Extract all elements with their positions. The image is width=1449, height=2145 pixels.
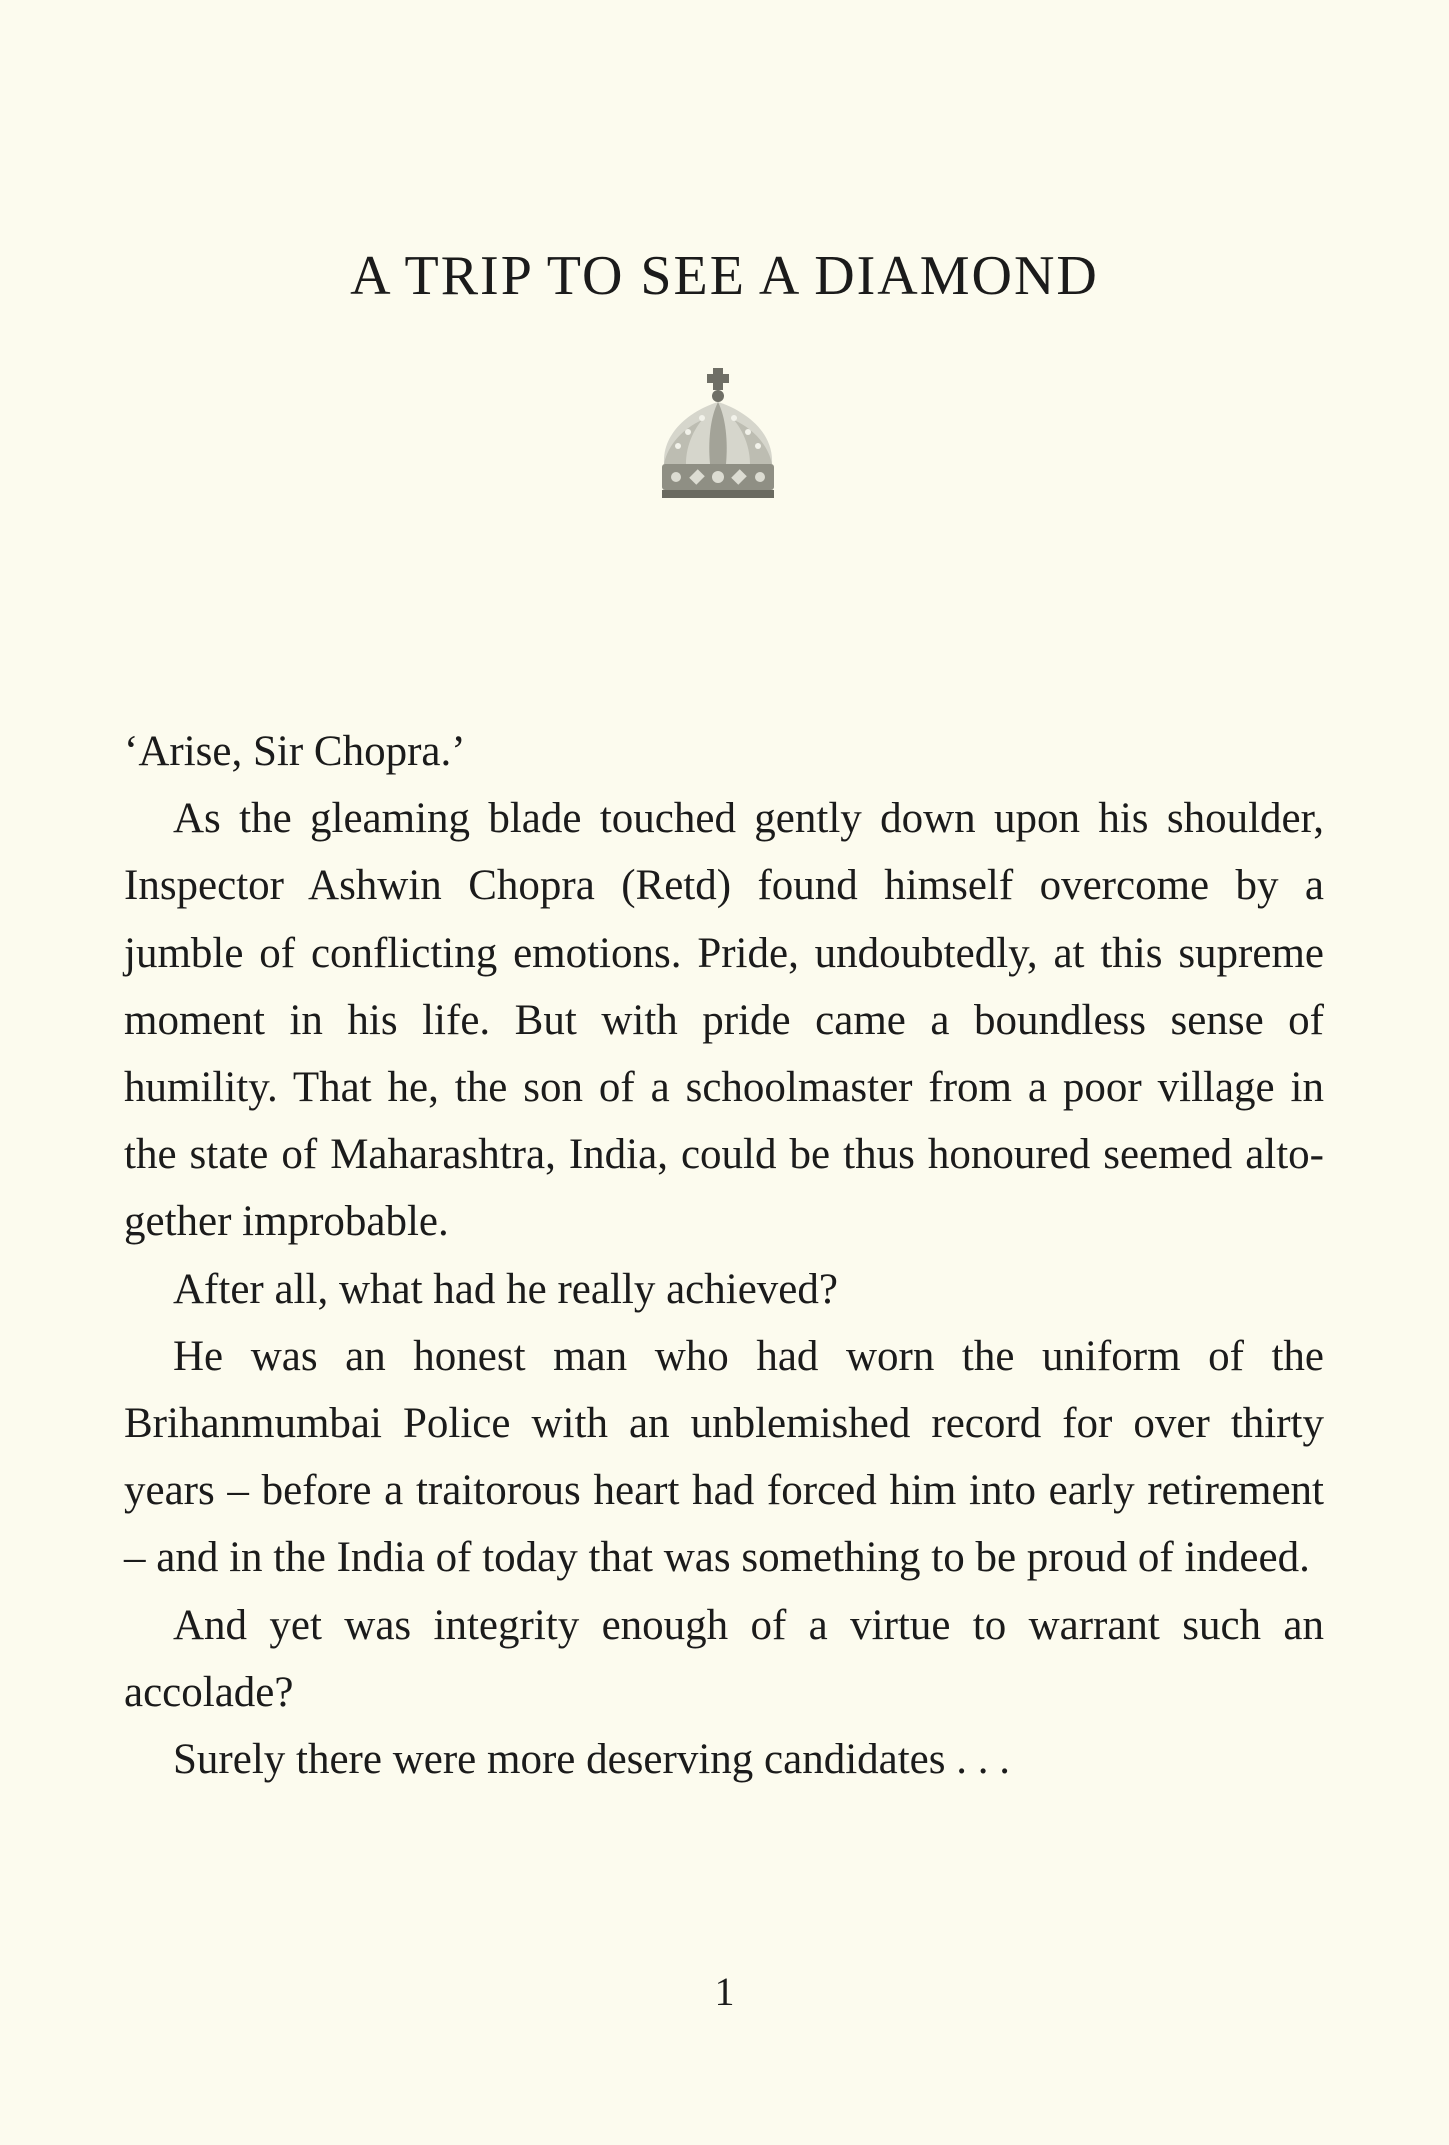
paragraph-5: And yet was integrity enough of a virtue to warrant such an accolade? [124, 1601, 1324, 1716]
body-text [124, 718, 1324, 1793]
page-number: 1 [714, 1969, 735, 2014]
paragraph-1: ‘Arise, Sir Chopra.’ [124, 728, 466, 775]
paragraph-6: Surely there were more deserving candidates . . . [173, 1736, 1010, 1784]
paragraph-4: He was an honest man who had worn the uniform of the Brihanmumbai Police with an unblemished record for over thirty years – before a traitorous heart had forced him into early retirement – and in the India of today that was something to be proud of indeed. [124, 1332, 1324, 1582]
chapter-title: A TRIP TO SEE A DIAMOND [350, 245, 1099, 307]
crown-icon [658, 368, 778, 504]
paragraph-3: After all, what had he really achieved? [173, 1265, 838, 1313]
paragraph-2: As the gleaming blade touched gently down upon his shoulder, Inspector Ashwin Chopra (Retd) found himself overcome by a jumble of conflicting emotions. Pride, undoubtedly, at this supreme moment in his life. But with pride came a boundless sense of humility. That he, the son of a schoolmaster from a poor village in the state of Maharashtra, India, could be thus honoured seemed altogether improbable. [124, 795, 1324, 1246]
